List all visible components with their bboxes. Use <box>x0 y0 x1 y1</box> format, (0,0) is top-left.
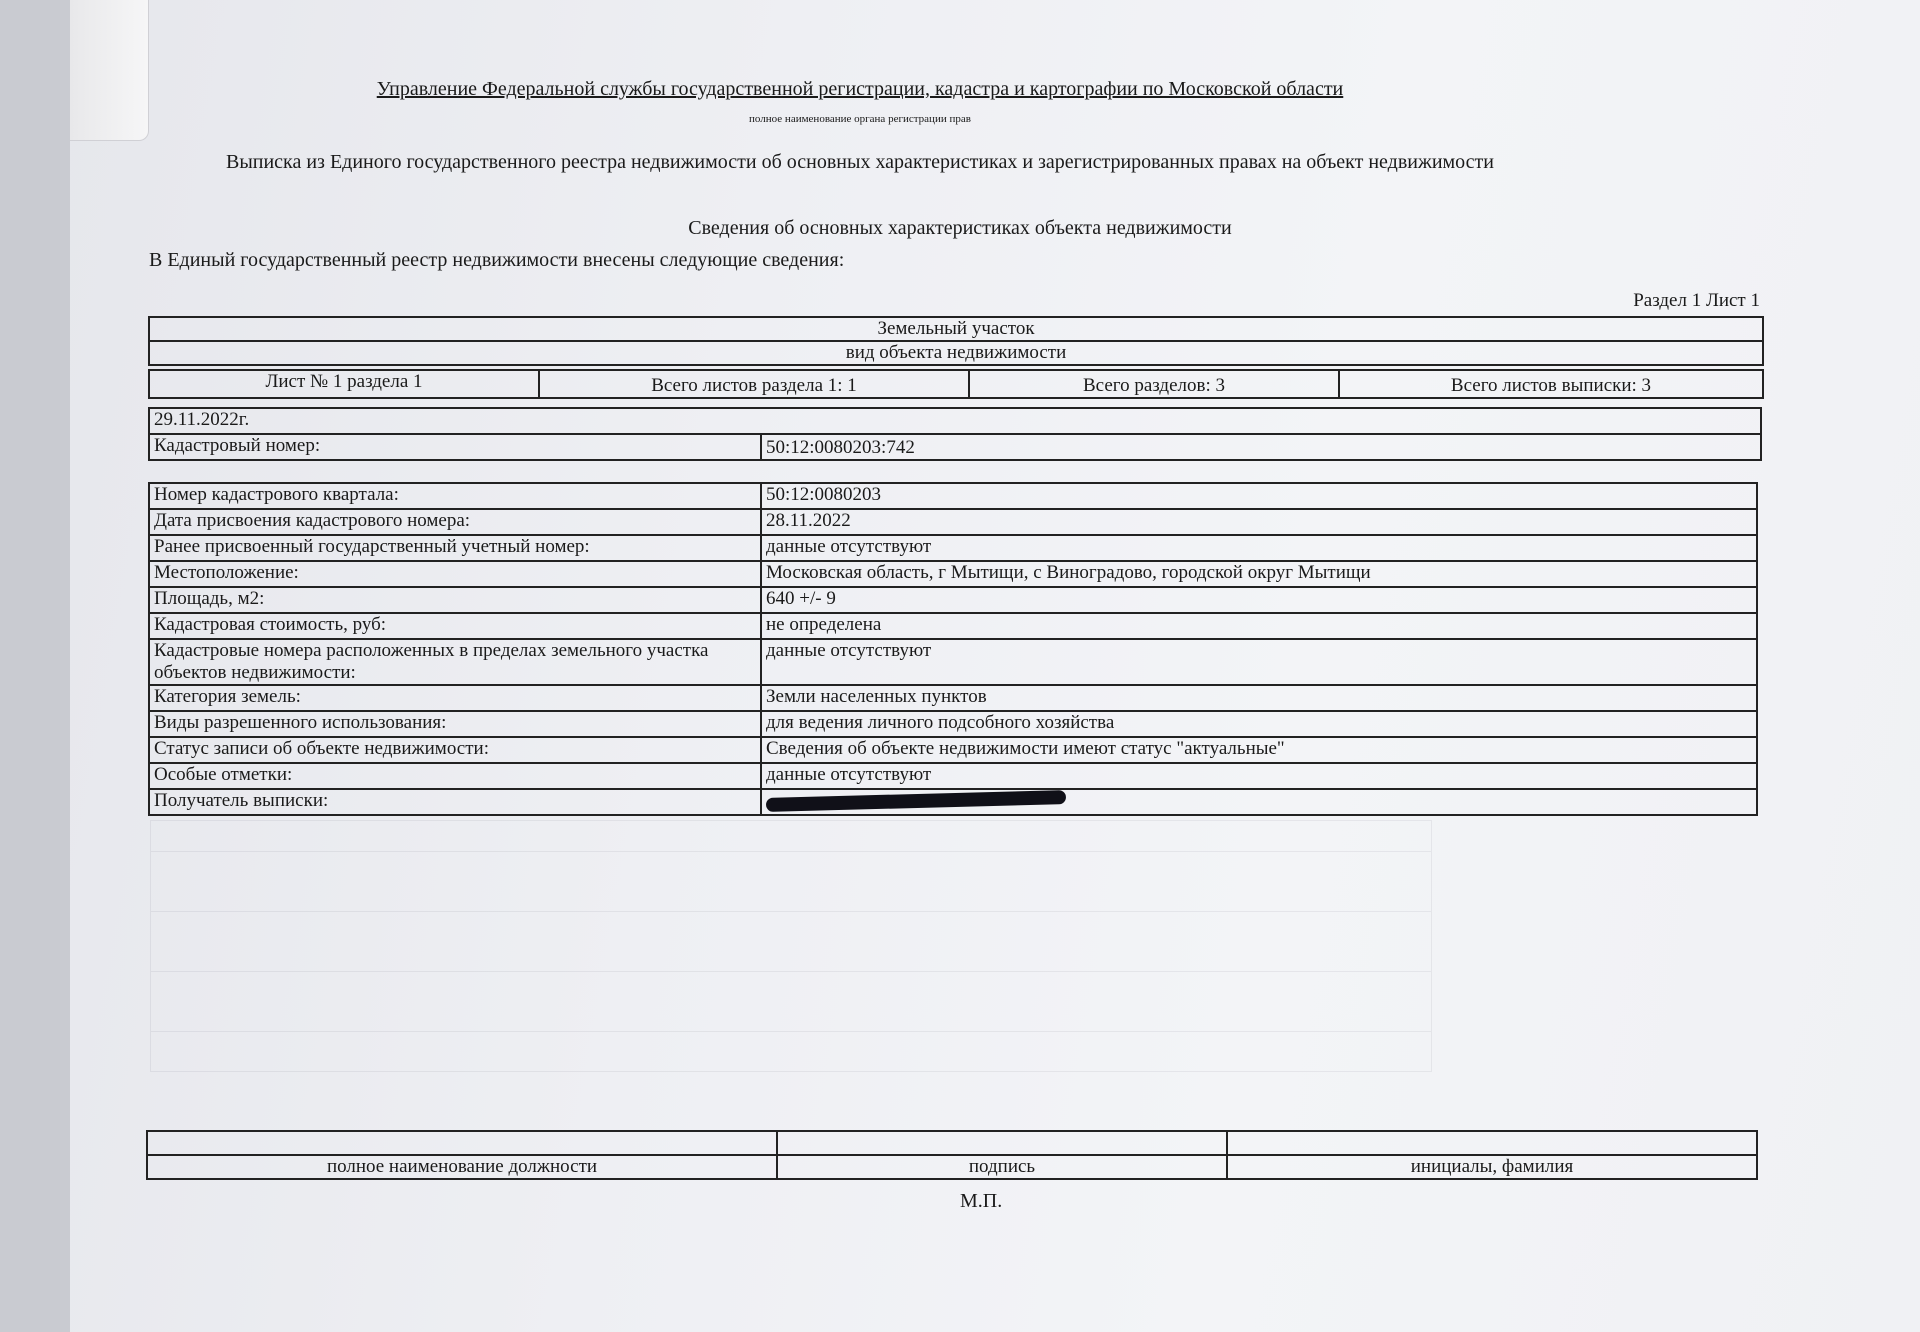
position-label: полное наименование должности <box>147 1155 777 1179</box>
date-cadastral-table <box>148 407 1762 461</box>
table-row <box>149 639 1757 685</box>
table-row <box>149 737 1757 763</box>
row-value: данные отсутствуют <box>761 763 1757 789</box>
object-type-note: вид объекта недвижимости <box>149 341 1763 365</box>
table-row <box>149 711 1757 737</box>
characteristics-table <box>148 482 1758 816</box>
total-sheets-section: Всего листов раздела 1: 1 <box>539 370 969 398</box>
row-value: 640 +/- 9 <box>761 587 1757 613</box>
recipient-value <box>761 789 1757 815</box>
object-type: Земельный участок <box>149 317 1763 341</box>
row-value: 50:12:0080203 <box>761 483 1757 509</box>
page-corner-fold <box>70 0 149 141</box>
row-label: Виды разрешенного использования: <box>149 711 761 737</box>
row-label: Получатель выписки: <box>149 789 761 815</box>
total-sheets-extract: Всего листов выписки: 3 <box>1339 370 1763 398</box>
row-label: Дата присвоения кадастрового номера: <box>149 509 761 535</box>
cadastral-number-value: 50:12:0080203:742 <box>761 434 1761 460</box>
cadastral-number-label: Кадастровый номер: <box>149 434 761 460</box>
name-blank <box>1227 1131 1757 1155</box>
table-row <box>149 685 1757 711</box>
row-value: не определена <box>761 613 1757 639</box>
row-label: Ранее присвоенный государственный учетный номер: <box>149 535 761 561</box>
signature-table <box>146 1130 1758 1180</box>
position-blank <box>147 1131 777 1155</box>
row-label: Площадь, м2: <box>149 587 761 613</box>
extract-date: 29.11.2022г. <box>149 408 1761 434</box>
authority-note: полное наименование органа регистрации прав <box>749 113 971 125</box>
row-value: данные отсутствуют <box>761 535 1757 561</box>
table-row <box>149 763 1757 789</box>
signature-blank <box>777 1131 1227 1155</box>
section-title: Сведения об основных характеристиках объекта недвижимости <box>688 217 1232 239</box>
row-label: Статус записи об объекте недвижимости: <box>149 737 761 763</box>
name-label: инициалы, фамилия <box>1227 1155 1757 1179</box>
object-type-table <box>148 316 1764 366</box>
row-value: Земли населенных пунктов <box>761 685 1757 711</box>
row-label: Кадастровая стоимость, руб: <box>149 613 761 639</box>
table-row <box>149 613 1757 639</box>
row-label: Особые отметки: <box>149 763 761 789</box>
section-sheet-label: Раздел 1 Лист 1 <box>1633 290 1760 311</box>
table-row <box>149 587 1757 613</box>
stamp-place-label: М.П. <box>960 1190 1003 1212</box>
row-value: Московская область, г Мытищи, с Виноградово, городской округ Мытищи <box>761 561 1757 587</box>
row-value: 28.11.2022 <box>761 509 1757 535</box>
row-value: для ведения личного подсобного хозяйства <box>761 711 1757 737</box>
sheet-info-table <box>148 369 1764 399</box>
redaction-mark <box>766 790 1066 812</box>
row-label: Категория земель: <box>149 685 761 711</box>
row-label: Номер кадастрового квартала: <box>149 483 761 509</box>
intro-text: В Единый государственный реестр недвижимости внесены следующие сведения: <box>149 249 845 271</box>
row-label: Местоположение: <box>149 561 761 587</box>
total-sections: Всего разделов: 3 <box>969 370 1339 398</box>
table-row <box>149 535 1757 561</box>
table-row <box>149 483 1757 509</box>
table-row <box>149 509 1757 535</box>
signature-label: подпись <box>777 1155 1227 1179</box>
row-value: данные отсутствуют <box>761 639 1757 685</box>
row-label: Кадастровые номера расположенных в пределах земельного участка объектов недвижимости: <box>149 639 761 685</box>
sheet-number: Лист № 1 раздела 1 <box>149 370 539 398</box>
registration-authority-title: Управление Федеральной службы государственной регистрации, кадастра и картографии по Московской области <box>376 78 1344 100</box>
table-row <box>149 561 1757 587</box>
table-row <box>149 789 1757 815</box>
row-value: Сведения об объекте недвижимости имеют статус "актуальные" <box>761 737 1757 763</box>
show-through-back-page <box>150 820 1432 1072</box>
document-title: Выписка из Единого государственного реестра недвижимости об основных характеристиках и зарегистрированных правах на объект недвижимости <box>225 151 1494 173</box>
